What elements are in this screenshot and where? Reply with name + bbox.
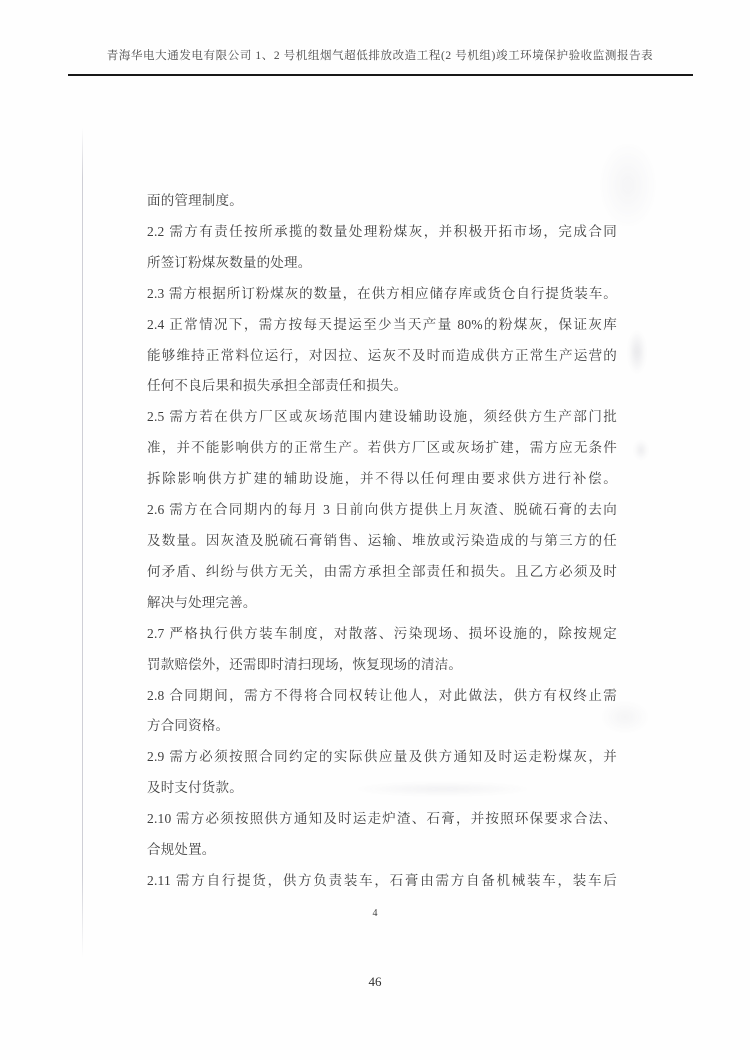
outer-page-number: 46: [368, 974, 382, 989]
header-rule: [68, 74, 693, 76]
text-line: 罚款赔偿外，还需即时清扫现场，恢复现场的清洁。: [147, 656, 463, 672]
text-line: 能够维持正常料位运行，对因拉、运灰不及时而造成供方正常生产运营的: [147, 347, 617, 363]
text-line: 及数量。因灰渣及脱硫石膏销售、运输、堆放或污染造成的与第三方的任: [147, 532, 617, 548]
text-line: 解决与处理完善。: [147, 594, 257, 610]
inner-page-number: 4: [372, 908, 378, 919]
text-line: 面的管理制度。: [147, 193, 243, 208]
text-line: 2.10 需方必须按照供方通知及时运走炉渣、石膏，并按照环保要求合法、: [147, 811, 617, 827]
text-line: 2.8 合同期间，需方不得将合同权转让他人，对此做法，供方有权终止需: [147, 687, 617, 703]
text-line: 任何不良后果和损失承担全部责任和损失。: [147, 378, 408, 394]
text-line: 方合同资格。: [147, 718, 230, 734]
text-line: 2.2 需方有责任按所承揽的数量处理粉煤灰，并积极开拓市场，完成合同: [147, 223, 617, 239]
scanned-page-edge-line: [82, 128, 83, 958]
text-line: 2.4 正常情况下，需方按每天提运至少当天产量 80%的粉煤灰，保证灰库: [147, 316, 617, 332]
scan-artifact: [634, 440, 648, 460]
text-line: 准，并不能影响供方的正常生产。若供方厂区或灰场扩建，需方应无条件: [147, 440, 617, 456]
text-line: 及时支付货款。: [147, 780, 243, 796]
text-line: 2.11 需方自行提货，供方负责装车，石膏由需方自备机械装车，装车后: [147, 872, 617, 888]
text-line: 所签订粉煤灰数量的处理。: [147, 254, 312, 270]
text-line: 2.7 严格执行供方装车制度，对散落、污染现场、损坏设施的，除按规定: [147, 625, 617, 641]
text-line: 何矛盾、纠纷与供方无关，由需方承担全部责任和损失。且乙方必须及时: [147, 563, 617, 579]
contract-body-text: [147, 186, 617, 897]
scan-artifact: [628, 330, 646, 374]
text-line: 合规处置。: [147, 842, 216, 858]
text-line: 2.9 需方必须按照合同约定的实际供应量及供方通知及时运走粉煤灰，并: [147, 749, 617, 765]
text-line: 2.5 需方若在供方厂区或灰场范围内建设辅助设施，须经供方生产部门批: [147, 409, 617, 425]
report-header-title: 青海华电大通发电有限公司 1、2 号机组烟气超低排放改造工程(2 号机组)竣工环境保护验收监测报告表: [106, 50, 654, 62]
text-line: 2.6 需方在合同期内的每月 3 日前向供方提供上月灰渣、脱硫石膏的去向: [147, 502, 617, 518]
text-line: 拆除影响供方扩建的辅助设施，并不得以任何理由要求供方进行补偿。: [147, 471, 617, 487]
text-line: 2.3 需方根据所订粉煤灰的数量，在供方相应储存库或货仓自行提货装车。: [147, 285, 617, 301]
